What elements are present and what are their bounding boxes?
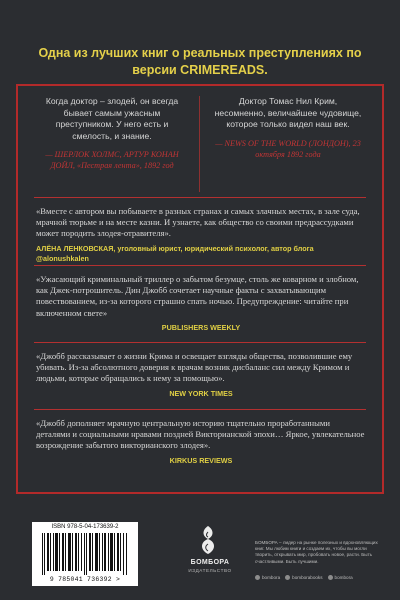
review-text: «Джобб рассказывает о жизни Крима и освещает взгляды общества, позволившие ему убивать. Из-за абсолютного доверия к врачам возник дисбаланс сил между Кримом и людьми, которые обращались к нему за помощью». — [36, 351, 353, 384]
review-new-york-times — [36, 351, 366, 399]
separator — [34, 342, 366, 343]
telegram-icon — [255, 575, 260, 580]
quote-news-of-the-world — [214, 96, 362, 160]
review-source: NEW YORK TIMES — [169, 388, 233, 398]
review-source: PUBLISHERS WEEKLY — [161, 322, 241, 332]
barcode-bars — [42, 533, 128, 575]
quote-attribution: — NEWS OF THE WORLD (ЛОНДОН), 23 октября 1892 года — [215, 138, 361, 159]
separator — [34, 197, 366, 198]
quote-holmes — [38, 96, 186, 171]
review-text: «Джобб дополняет мрачную центральную историю тщательно проработанными деталями и социальными нравами поздней Викторианской эпохи… Яркое, увлекательное возрождение забытого викторианского злодея». — [36, 418, 365, 451]
review-text: «Вместе с автором вы побываете в разных странах и самых злачных местах, в зале суда, мрачной тюрьме и на месте казни. И узнаете, как общество со своими предрассудками может породить злодея-отравителя». — [36, 206, 360, 239]
quote-text: Доктор Томас Нил Крим, несомненно, величайшее чудовище, которое только видел наш век. — [214, 96, 362, 129]
review-kirkus — [36, 418, 366, 466]
review-publishers-weekly — [36, 274, 366, 333]
quote-text: Когда доктор – злодей, он всегда бывает самым ужасным преступником. У него есть и смелость, и знание. — [45, 96, 179, 141]
ok-icon — [328, 575, 333, 580]
headline: Одна из лучших книг о реальных преступлениях по версии CRIMEREADS. — [38, 46, 362, 77]
isbn-text: ISBN 978-5-04-173639-2 — [51, 524, 119, 530]
frame-divider — [199, 96, 200, 192]
review-text: «Ужасающий криминальный триллер о забытом безумце, столь же коварном и злобном, как Джек-потрошитель. Дин Джобб сочетает научные факты с захватывающим повествованием, из-за которого страшно спать ночью. Предупреждение: читайте при включенном свете» — [36, 274, 359, 318]
quote-attribution: — ШЕРЛОК ХОЛМС, АРТУР КОНАН ДОЙЛ, «Пестрая лента», 1892 год — [45, 150, 179, 170]
separator — [34, 265, 366, 266]
publisher-blurb: БОМБОРА – лидер на рынке полезных и вдохновляющих книг. Мы любим книги и создаем их, чтобы вы могли творить, открывать мир, пробовать новое, расти. Быть счастливыми. Быть лучшими. — [255, 540, 378, 564]
publisher-subtitle: ИЗДАТЕЛЬСТВО — [188, 568, 232, 573]
separator — [34, 409, 366, 410]
social-link[interactable]: bomborabooks — [285, 575, 322, 580]
review-source: KIRKUS REVIEWS — [169, 455, 233, 465]
social-link[interactable]: bombora — [328, 575, 353, 580]
social-link[interactable]: bombora — [255, 575, 280, 580]
publisher-name: БОМБОРА — [190, 559, 230, 566]
vk-icon — [285, 575, 290, 580]
review-source: АЛЁНА ЛЕНКОВСКАЯ, уголовный юрист, юридический психолог, автор блога @alonushkalen — [36, 243, 314, 263]
review-lenkovskaya — [36, 206, 366, 264]
barcode — [32, 522, 138, 586]
bombora-logo-icon — [188, 520, 228, 560]
social-links — [255, 575, 390, 580]
barcode-digits: 9 785041 736392 > — [49, 576, 121, 583]
